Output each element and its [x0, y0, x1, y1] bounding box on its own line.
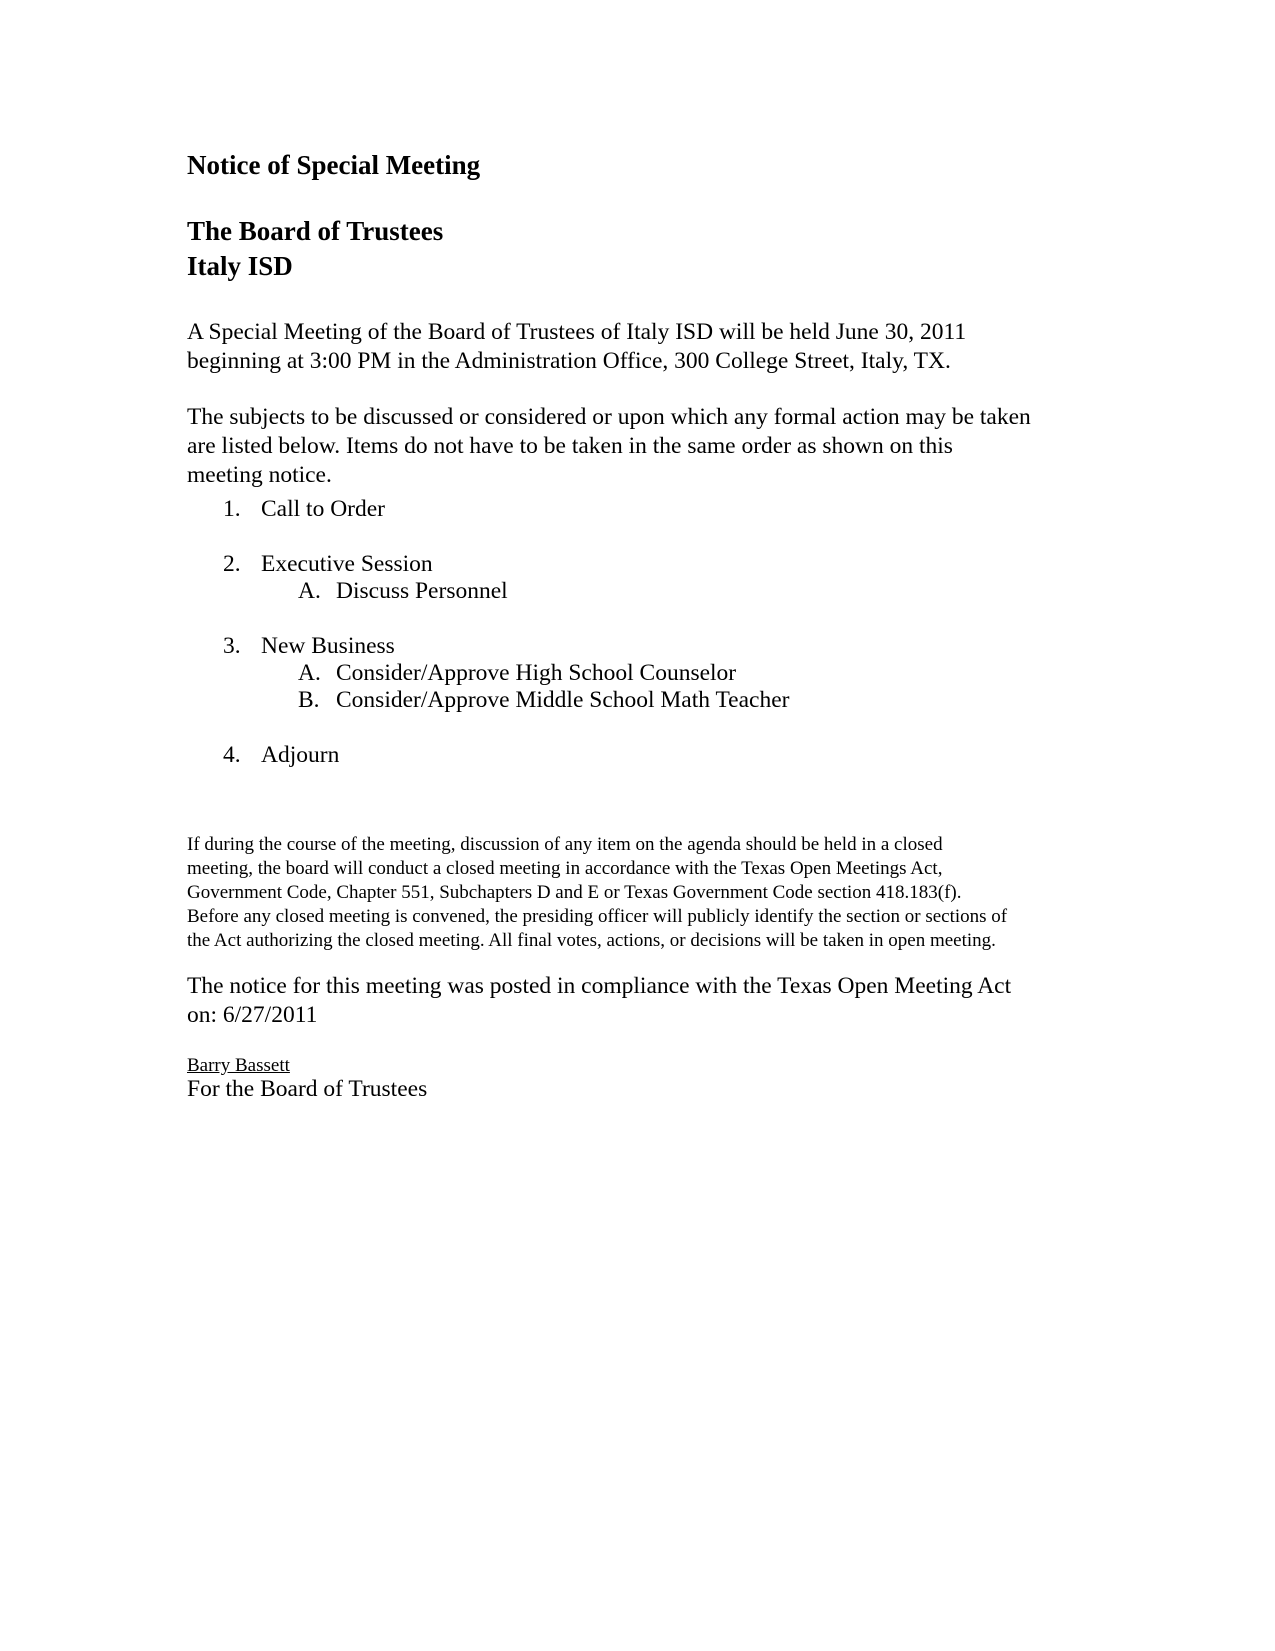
agenda-number: 4.: [223, 742, 241, 768]
signer-name: Barry Bassett: [187, 1055, 290, 1076]
agenda-label: Executive Session: [261, 551, 433, 577]
agenda-item-executive-session: [187, 550, 1087, 579]
agenda-item-call-to-order: [187, 495, 1087, 524]
intro-line: beginning at 3:00 PM in the Administration Office, 300 College Street, Italy, TX.: [187, 348, 951, 374]
closed-meeting-line: the Act authorizing the closed meeting. All final votes, actions, or decisions will be taken in open meeting.: [187, 930, 996, 951]
closed-meeting-line: If during the course of the meeting, discussion of any item on the agenda should be held in a closed: [187, 834, 943, 855]
agenda-subitem-discuss-personnel: [187, 577, 1087, 606]
posting-notice-paragraph: [187, 972, 1011, 1030]
posting-date-line: on: 6/27/2011: [187, 1002, 318, 1028]
agenda-subnumber: A.: [298, 578, 321, 604]
organization-heading: [187, 214, 443, 283]
closed-meeting-paragraph: [187, 833, 1007, 953]
subjects-paragraph: [187, 403, 1031, 490]
agenda-number: 1.: [223, 496, 241, 522]
agenda-label: Adjourn: [261, 742, 340, 768]
agenda-subitem-high-school-counselor: [187, 659, 1087, 688]
agenda-subitem-math-teacher: [187, 686, 1087, 715]
subjects-line: The subjects to be discussed or considered or upon which any formal action may be taken: [187, 404, 1031, 430]
meeting-intro-paragraph: [187, 318, 966, 376]
closed-meeting-line: Government Code, Chapter 551, Subchapters D and E or Texas Government Code section 418.183(f).: [187, 882, 962, 903]
signer-title: For the Board of Trustees: [187, 1076, 428, 1102]
closed-meeting-line: Before any closed meeting is convened, the presiding officer will publicly identify the section or sections of: [187, 906, 1008, 927]
agenda-sublabel: Discuss Personnel: [336, 578, 508, 604]
agenda-sublabel: Consider/Approve Middle School Math Teacher: [336, 687, 790, 713]
agenda-number: 2.: [223, 551, 241, 577]
posting-line: The notice for this meeting was posted in compliance with the Texas Open Meeting Act: [187, 973, 1012, 999]
agenda-label: Call to Order: [261, 496, 385, 522]
agenda-item-adjourn: [187, 741, 1087, 770]
page-title: Notice of Special Meeting: [187, 150, 481, 180]
agenda-label: New Business: [261, 633, 395, 659]
agenda-item-new-business: [187, 632, 1087, 661]
organization-board: The Board of Trustees: [187, 216, 444, 246]
agenda-number: 3.: [223, 633, 241, 659]
subjects-line: are listed below. Items do not have to be taken in the same order as shown on this: [187, 433, 953, 459]
organization-district: Italy ISD: [187, 250, 293, 281]
closed-meeting-line: meeting, the board will conduct a closed meeting in accordance with the Texas Open Meetings Act,: [187, 858, 943, 879]
agenda-subnumber: A.: [298, 660, 321, 686]
agenda-subnumber: B.: [298, 687, 320, 713]
subjects-line: meeting notice.: [187, 462, 332, 488]
intro-line: A Special Meeting of the Board of Trustees of Italy ISD will be held June 30, 2011: [187, 319, 967, 345]
agenda-sublabel: Consider/Approve High School Counselor: [336, 660, 737, 686]
